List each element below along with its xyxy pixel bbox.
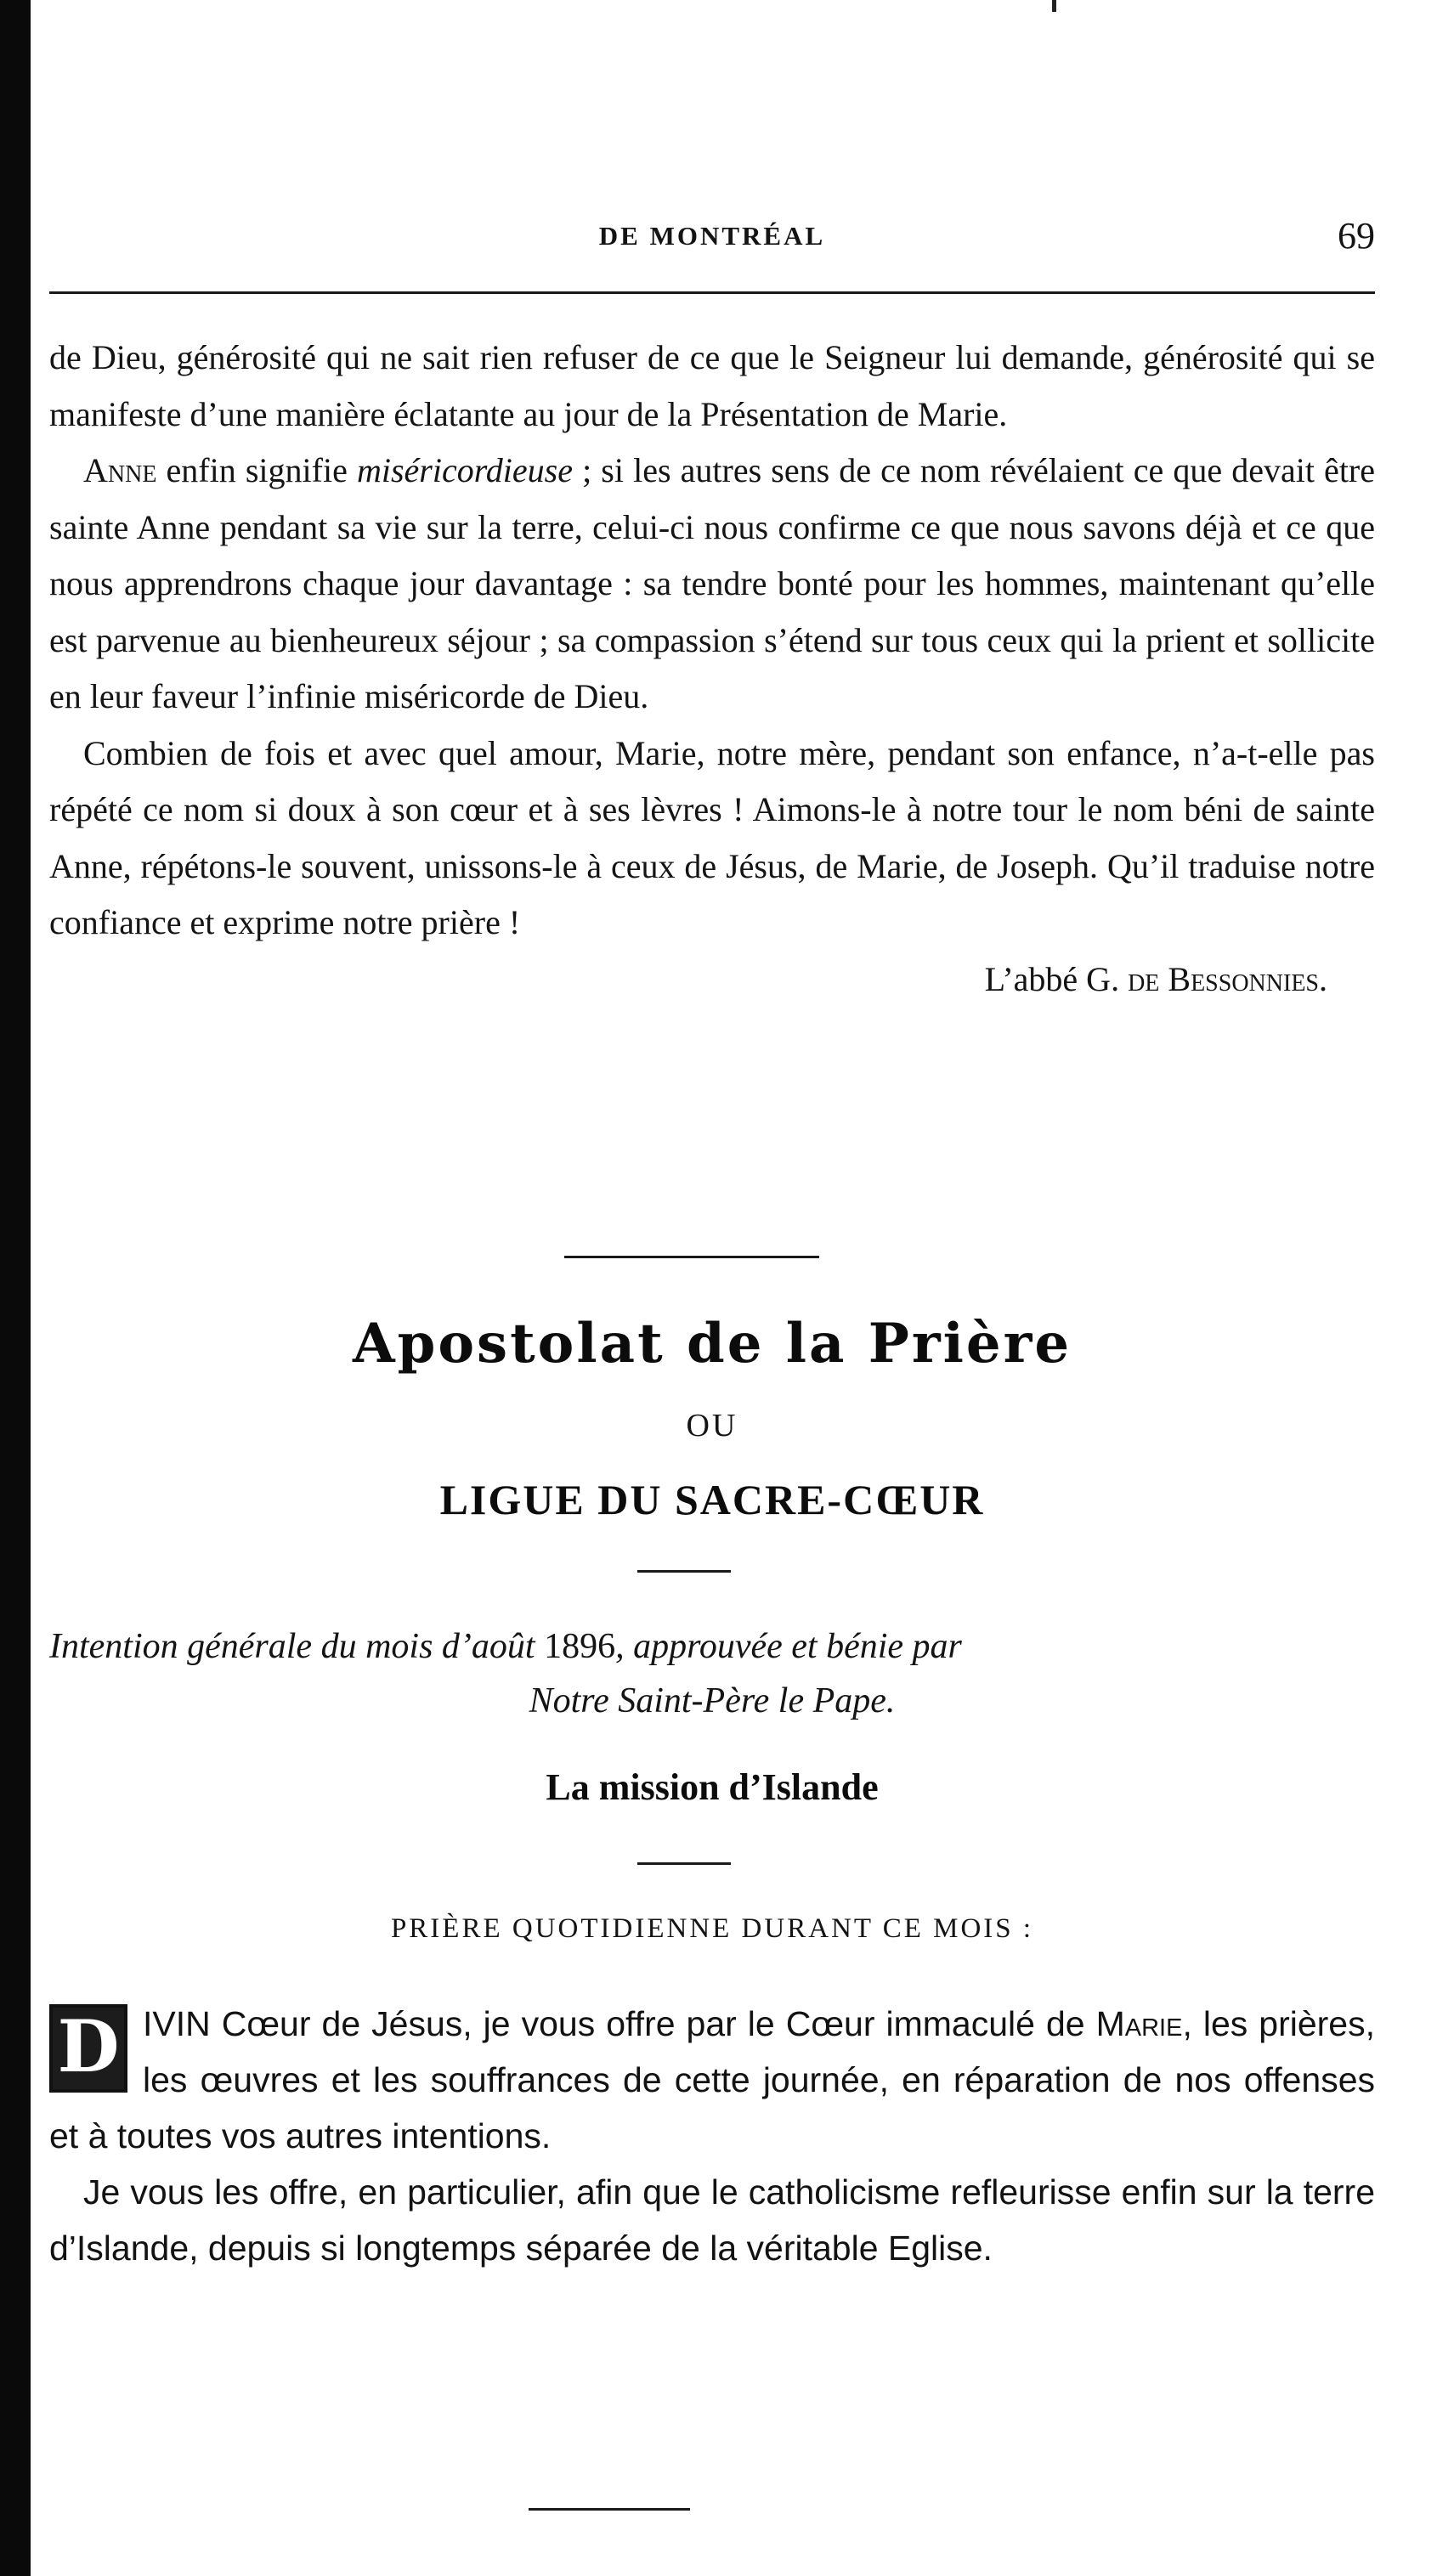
paragraph-2-a: enfin signifie (156, 451, 357, 489)
intention-b: , approuvée et bénie par (615, 1627, 962, 1666)
signature-a: L’abbé G. (984, 959, 1129, 998)
prayer-paragraph-1 (49, 1996, 1375, 2164)
running-title: DE MONTRÉAL (598, 221, 826, 251)
drop-cap-ornament (49, 2004, 127, 2093)
page-number: 69 (1338, 215, 1375, 257)
priere-heading: PRIÈRE QUOTIDIENNE DURANT CE MOIS : (390, 1913, 1034, 1944)
prayer-1-b: , les prières, les œuvres et les souffrances de cette journée, en réparation de nos offenses et à toutes vos autres intentions. (49, 2004, 1375, 2155)
section-title: Apostolat de la Prière (352, 1312, 1072, 1376)
prayer-text (49, 1996, 1375, 2276)
mission-rule (637, 1862, 731, 1865)
paragraph-3: Combien de fois et avec quel amour, Marie, notre mère, pendant son enfance, n’a-t-elle pas répété ce nom si doux à son cœur et à ses lèvres ! Aimons-le à notre tour le nom béni de sainte Anne, répétons-le souvent, unissons-le à ceux de Jésus, de Marie, de Joseph. Qu’il traduise notre confiance et exprime notre prière ! (49, 733, 1375, 941)
running-head (49, 214, 1375, 274)
scan-binding-edge (0, 0, 31, 2576)
section-ou: OU (686, 1408, 738, 1443)
mission-heading: La mission d’Islande (546, 1766, 879, 1808)
name-anne: Anne (83, 451, 157, 489)
paragraph-1: de Dieu, générosité qui ne sait rien refuser de ce que le Seigneur lui demande, générosité qui se manifeste d’une manière éclatante au jour de la Présentation de Marie. (49, 338, 1375, 433)
italic-word: miséricordieuse (356, 451, 573, 489)
drop-cap-letter: D (57, 2004, 120, 2088)
intention-a: Intention générale du mois d’août (49, 1627, 545, 1666)
intention-year: 1896 (544, 1627, 616, 1666)
prayer-1-a: IVIN Cœur de Jésus, je vous offre par le Cœur immaculé de (143, 2004, 1096, 2043)
header-rule (49, 291, 1375, 294)
signature-b: de Bessonnies. (1128, 959, 1327, 998)
paragraph-2 (49, 443, 1375, 726)
subtitle-rule (637, 1570, 731, 1573)
article-body (49, 330, 1375, 1008)
section-subtitle: LIGUE DU SACRE-CŒUR (439, 1476, 985, 1523)
intention-text (49, 1619, 1375, 1728)
paragraph-2-b: ; si les autres sens de ce nom révélaient ce que devait être sainte Anne pendant sa vie sur la terre, celui-ci nous confirme ce que nous savons déjà et ce que nous apprendrons chaque jour davantage : sa tendre bonté pour les hommes, maintenant qu’elle est parvenue au bienheureux séjour ; sa compassion s’étend sur tous ceux qui la prient et sollicite en leur faveur l’infinie miséricorde de Dieu. (49, 451, 1375, 715)
section-rule (564, 1256, 819, 1258)
intention-c: Notre Saint-Père le Pape. (529, 1681, 896, 1720)
prayer-paragraph-2: Je vous les offre, en particulier, afin que le catholicisme refleurisse enfin sur la terre d’Islande, depuis si longtemps séparée de la véritable Eglise. (49, 2172, 1375, 2268)
end-rule (529, 2508, 690, 2511)
book-page (49, 0, 1375, 2576)
signature (49, 952, 1375, 1008)
prayer-name-marie: Marie (1095, 2004, 1183, 2043)
